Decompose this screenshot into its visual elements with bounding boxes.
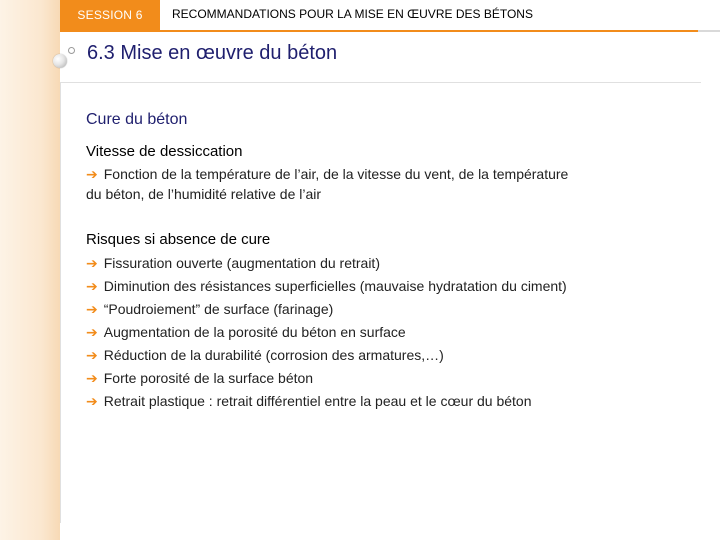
block-heading-dessiccation: Vitesse de dessiccation <box>86 143 243 160</box>
list-item-continuation: du béton, de l’humidité relative de l’air <box>86 186 322 202</box>
list-item-text: Retrait plastique : retrait différentiel entre la peau et le cœur du béton <box>103 393 532 409</box>
arrow-right-icon: ➔ <box>86 370 98 386</box>
small-circle-icon <box>68 47 75 54</box>
header-divider <box>60 30 700 32</box>
list-item <box>86 368 686 388</box>
list-item-text: Forte porosité de la surface béton <box>103 370 314 386</box>
arrow-right-icon: ➔ <box>86 278 98 294</box>
list-item-text: Fissuration ouverte (augmentation du retrait) <box>103 255 380 271</box>
section-title: 6.3 Mise en œuvre du béton <box>87 42 338 64</box>
session-tab <box>60 0 160 30</box>
list-item <box>86 322 686 342</box>
left-decorative-strip <box>0 0 60 540</box>
arrow-right-icon: ➔ <box>86 393 98 409</box>
list-item-text: “Poudroiement” de surface (farinage) <box>103 301 334 317</box>
list-item <box>86 391 686 411</box>
subheading: Cure du béton <box>86 111 188 128</box>
list-item-text: Fonction de la température de l’air, de la vitesse du vent, de la température <box>103 166 569 182</box>
list-item-text: Réduction de la durabilité (corrosion des armatures,…) <box>103 347 444 363</box>
arrow-right-icon: ➔ <box>86 166 98 182</box>
list-item <box>86 345 686 365</box>
header-title: RECOMMANDATIONS POUR LA MISE EN ŒUVRE DES BÉTONS <box>172 7 533 21</box>
arrow-right-icon: ➔ <box>86 324 98 340</box>
list-item-text: Augmentation de la porosité du béton en surface <box>103 324 406 340</box>
sphere-bullet-icon <box>53 54 67 68</box>
arrow-right-icon: ➔ <box>86 255 98 271</box>
list-item <box>86 276 686 296</box>
session-label: SESSION 6 <box>77 8 143 22</box>
block-heading-risques: Risques si absence de cure <box>86 231 271 248</box>
list-item <box>86 299 686 319</box>
arrow-right-icon: ➔ <box>86 301 98 317</box>
list-item-text: Diminution des résistances superficielles (mauvaise hydratation du ciment) <box>103 278 567 294</box>
header-divider-end <box>698 30 720 32</box>
arrow-right-icon: ➔ <box>86 347 98 363</box>
list-item <box>86 253 686 273</box>
list-item <box>86 164 686 184</box>
